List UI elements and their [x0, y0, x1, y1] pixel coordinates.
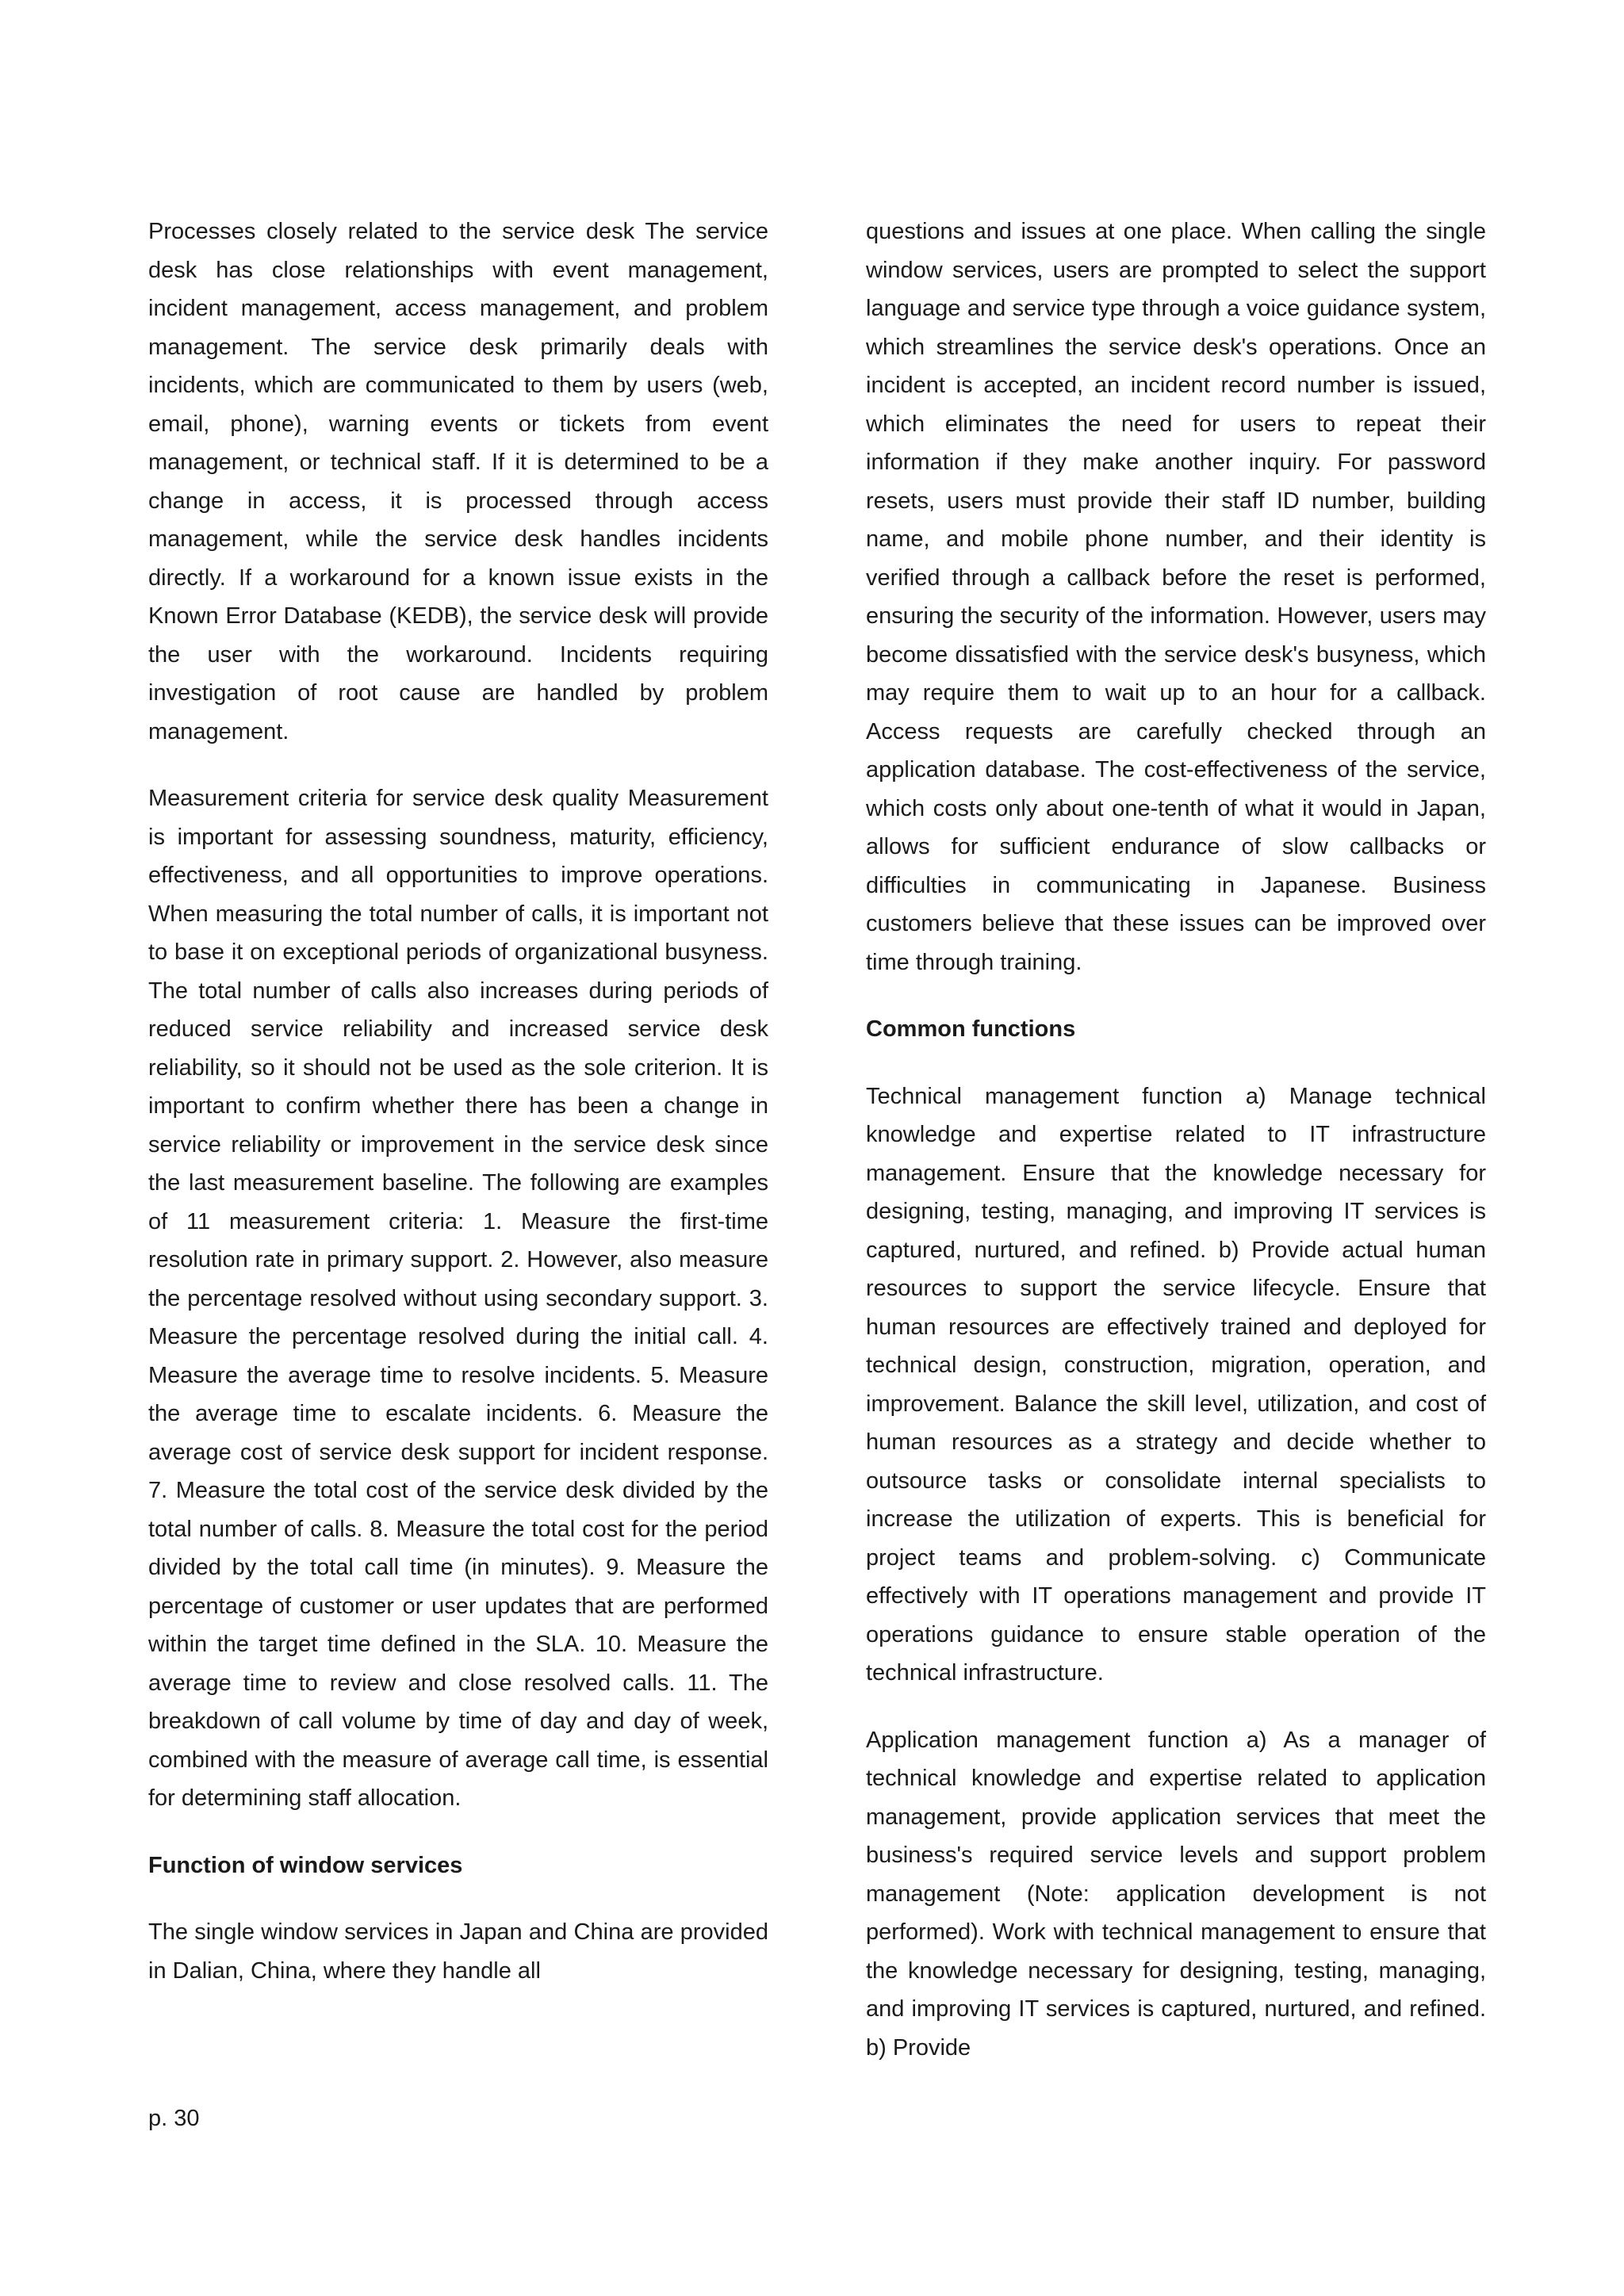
right-column [866, 212, 1486, 2095]
page-number: p. 30 [148, 2106, 200, 2131]
paragraph-technical-management: Technical management function a) Manage technical knowledge and expertise related to IT infrastructure management. Ensure that the knowledge necessary for designing, testing, managing, and improving IT services is captured, nurtured, and refined. b) Provide actual human resources to support the service lifecycle. Ensure that human resources are effectively trained and deployed for technical design, construction, migration, operation, and improvement. Balance the skill level, utilization, and cost of human resources as a strategy and decide whether to outsource tasks or consolidate internal specialists to increase the utilization of experts. This is beneficial for project teams and problem-solving. c) Communicate effectively with IT operations management and provide IT operations guidance to ensure stable operation of the technical infrastructure. [866, 1083, 1486, 1686]
heading-common-functions: Common functions [866, 1016, 1076, 1042]
paragraph-measurement-criteria: Measurement criteria for service desk quality Measurement is important for assessing soundness, maturity, efficiency, effectiveness, and all opportunities to improve operations. When measuring the total number of calls, it is important not to base it on exceptional periods of organizational busyness. The total number of calls also increases during periods of reduced service reliability and increased service desk reliability, so it should not be used as the sole criterion. It is important to confirm whether there has been a change in service reliability or improvement in the service desk since the last measurement baseline. The following are examples of 11 measurement criteria: 1. Measure the first-time resolution rate in primary support. 2. However, also measure the percentage resolved without using secondary support. 3. Measure the percentage resolved during the initial call. 4. Measure the average time to resolve incidents. 5. Measure the average time to escalate incidents. 6. Measure the average cost of service desk support for incident response. 7. Measure the total cost of the service desk divided by the total number of calls. 8. Measure the total cost for the period divided by the total call time (in minutes). 9. Measure the percentage of customer or user updates that are performed within the target time defined in the SLA. 10. Measure the average time to review and close resolved calls. 11. The breakdown of call volume by time of day and day of week, combined with the measure of average call time, is essential for determining staff allocation. [148, 786, 768, 1811]
paragraph-window-services-continued: questions and issues at one place. When calling the single window services, users are prompted to select the support language and service type through a voice guidance system, which streamlines the service desk's operations. Once an incident is accepted, an incident record number is issued, which eliminates the need for users to repeat their information if they make another inquiry. For password resets, users must provide their staff ID number, building name, and mobile phone number, and their identity is verified through a callback before the reset is performed, ensuring the security of the information. However, users may become dissatisfied with the service desk's busyness, which may require them to wait up to an hour for a callback. Access requests are carefully checked through an application database. The cost-effectiveness of the service, which costs only about one-tenth of what it would in Japan, allows for sufficient endurance of slow callbacks or difficulties in communicating in Japanese. Business customers believe that these issues can be improved over time through training. [866, 219, 1486, 975]
paragraph-application-management: Application management function a) As a manager of technical knowledge and expertise related to application management, provide application services that meet the business's required service levels and support problem management (Note: application development is not performed). Work with technical management to ensure that the knowledge necessary for designing, testing, managing, and improving IT services is captured, nurtured, and refined. b) Provide [866, 1727, 1486, 2061]
heading-window-services: Function of window services [148, 1852, 463, 1878]
paragraph-window-services-start: The single window services in Japan and China are provided in Dalian, China, where they handle all [148, 1919, 768, 1984]
paragraph-processes: Processes closely related to the service desk The service desk has close relationships with event management, incident management, access management, and problem management. The service desk primarily deals with incidents, which are communicated to them by users (web, email, phone), warning events or tickets from event management, or technical staff. If it is determined to be a change in access, it is processed through access management, while the service desk handles incidents directly. If a workaround for a known issue exists in the Known Error Database (KEDB), the service desk will provide the user with the workaround. Incidents requiring investigation of root cause are handled by problem management. [148, 219, 768, 744]
left-column [148, 212, 768, 2019]
